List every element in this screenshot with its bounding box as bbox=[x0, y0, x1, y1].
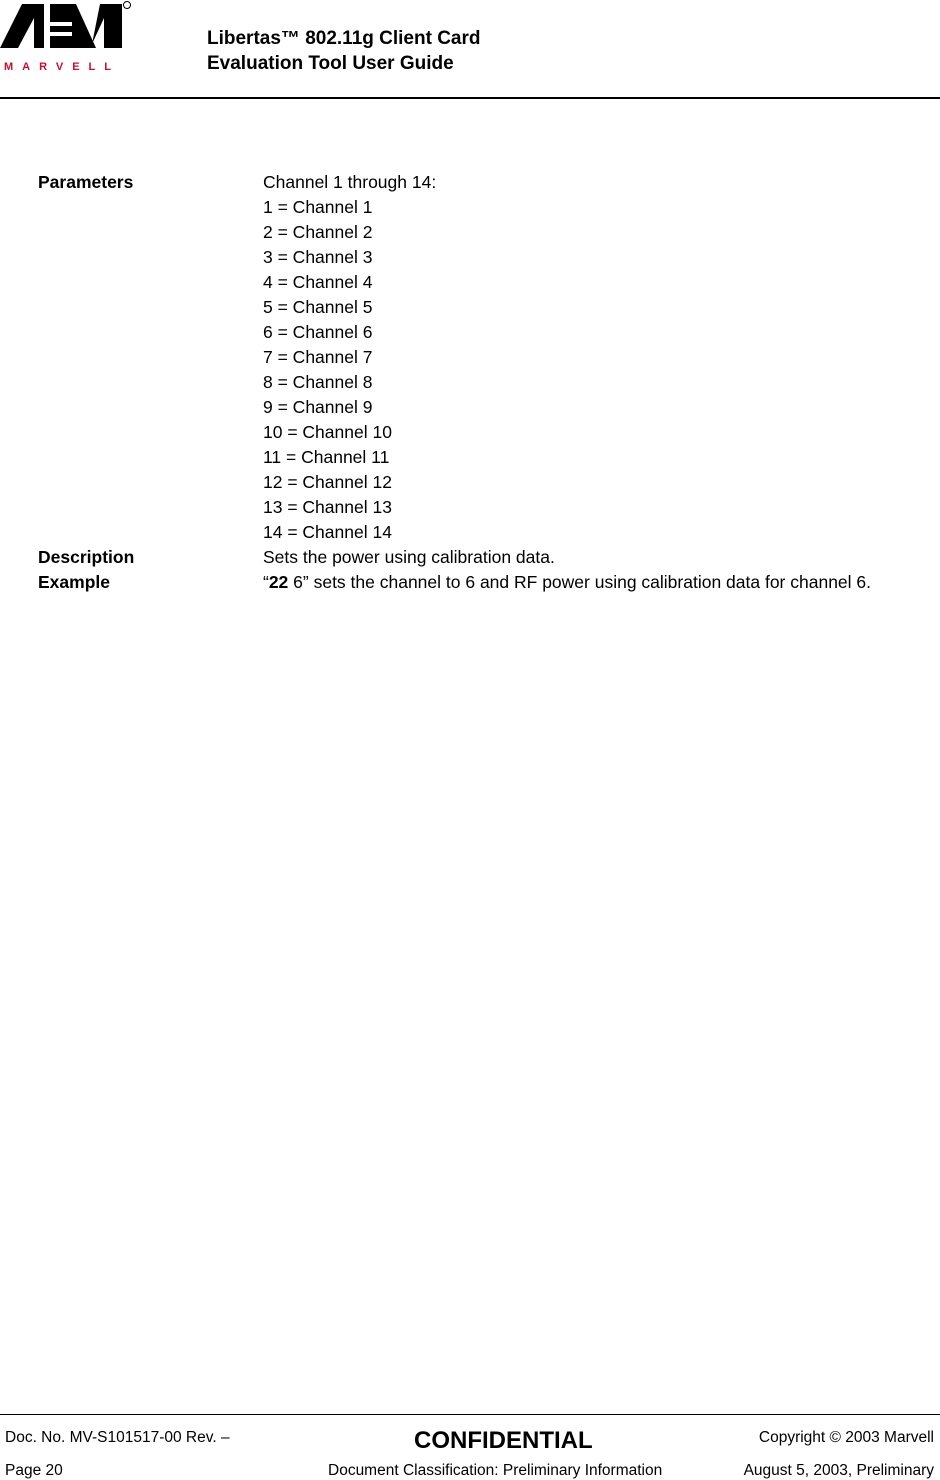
channel-item: 5 = Channel 5 bbox=[263, 297, 373, 317]
channel-item: 2 = Channel 2 bbox=[263, 222, 373, 242]
doc-number: Doc. No. MV-S101517-00 Rev. – bbox=[5, 1429, 230, 1446]
channel-item: 6 = Channel 6 bbox=[263, 322, 373, 342]
channel-item: 12 = Channel 12 bbox=[263, 472, 392, 492]
example-rest: 6” sets the channel to 6 and RF power using calibration data for channel 6. bbox=[288, 572, 872, 592]
example-text bbox=[263, 570, 928, 595]
channel-item: 4 = Channel 4 bbox=[263, 272, 373, 292]
title-line-2: Evaluation Tool User Guide bbox=[207, 53, 454, 74]
page-header bbox=[0, 0, 940, 100]
command-parameters-table bbox=[38, 170, 928, 595]
example-row bbox=[38, 570, 928, 595]
channels-intro: Channel 1 through 14: bbox=[263, 172, 437, 192]
channel-item: 10 = Channel 10 bbox=[263, 422, 392, 442]
page-number: Page 20 bbox=[5, 1462, 63, 1479]
example-label: Example bbox=[38, 572, 110, 592]
channel-item: 11 = Channel 11 bbox=[263, 447, 390, 467]
channel-item: 3 = Channel 3 bbox=[263, 247, 373, 267]
example-command: 22 bbox=[268, 572, 289, 592]
description-label: Description bbox=[38, 547, 135, 567]
document-date: August 5, 2003, Preliminary bbox=[743, 1462, 934, 1479]
parameters-label: Parameters bbox=[38, 172, 134, 192]
document-title bbox=[207, 26, 481, 76]
channel-item: 14 = Channel 14 bbox=[263, 522, 392, 542]
header-divider bbox=[0, 97, 940, 99]
channel-item: 8 = Channel 8 bbox=[263, 372, 373, 392]
parameters-row bbox=[38, 170, 928, 545]
marvell-logo bbox=[0, 0, 135, 75]
example-open-quote: “ bbox=[263, 572, 269, 592]
channel-item: 1 = Channel 1 bbox=[263, 197, 373, 217]
channel-item: 9 = Channel 9 bbox=[263, 397, 373, 417]
description-row bbox=[38, 545, 928, 570]
title-line-1: Libertas™ 802.11g Client Card bbox=[207, 28, 481, 49]
description-text: Sets the power using calibration data. bbox=[263, 547, 555, 567]
parameters-values bbox=[263, 170, 928, 545]
logo-wordmark: MARVELL bbox=[4, 61, 120, 73]
channel-item: 13 = Channel 13 bbox=[263, 497, 392, 517]
document-classification: Document Classification: Preliminary Information bbox=[328, 1462, 663, 1479]
confidential-mark: CONFIDENTIAL bbox=[414, 1427, 593, 1454]
channel-item: 7 = Channel 7 bbox=[263, 347, 373, 367]
footer-divider bbox=[0, 1414, 940, 1415]
copyright: Copyright © 2003 Marvell bbox=[758, 1429, 934, 1446]
